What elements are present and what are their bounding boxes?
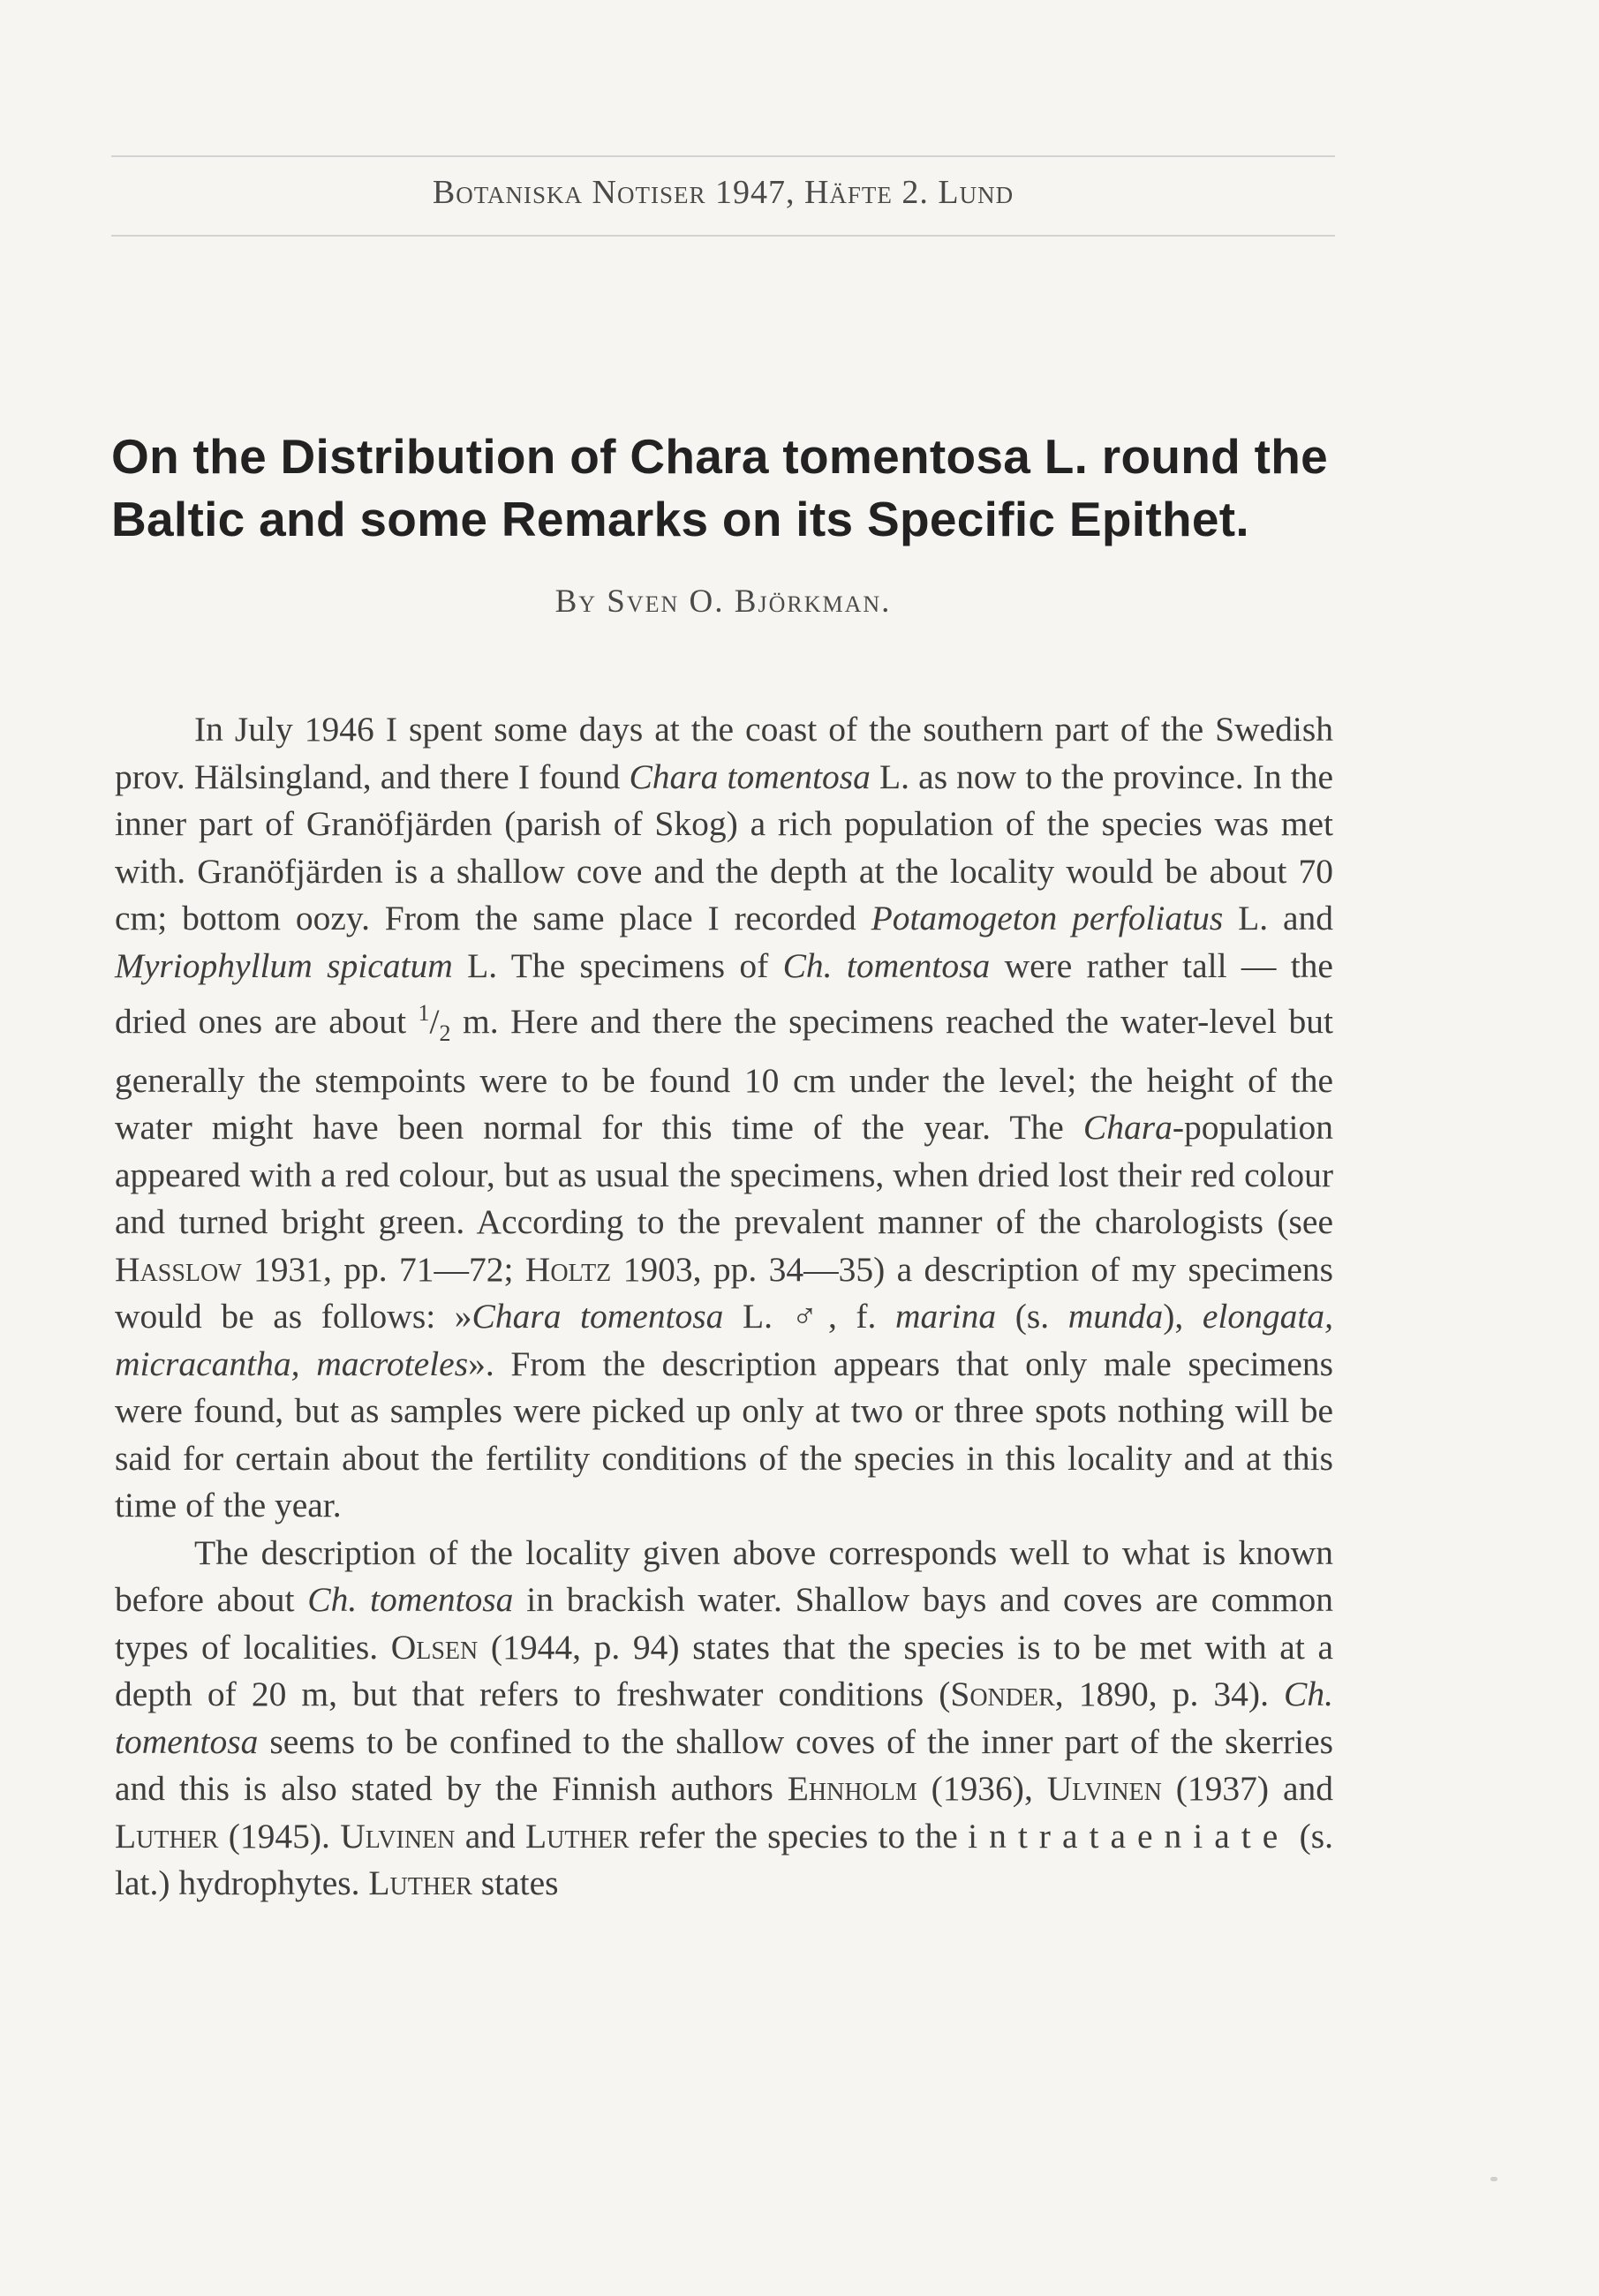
text-run: (1944, p. 94) states that the species is to be met with at a depth of 20 m, but that refers to freshwater conditions ( [115, 1627, 1333, 1714]
taxon-name: Chara tomentosa [471, 1297, 724, 1336]
taxon-name: elongata, micracantha, macroteles [115, 1297, 1333, 1383]
taxon-name: marina [895, 1297, 997, 1336]
text-run: and [455, 1816, 526, 1856]
text-run: seems to be confined to the shallow coves of the inner part of the skerries and this is also stated by the Finnish authors [115, 1721, 1333, 1809]
taxon-name: Myriophyllum spicatum [115, 945, 453, 985]
text-run: L. The specimens of [452, 945, 783, 985]
fraction-slash: / [429, 1002, 440, 1042]
text-run: 1931, pp. 71—72; [241, 1249, 525, 1289]
text-run: In July 1946 I spent some days at the coast of the southern part of the Swedish prov. Hälsingland, and there I found [115, 710, 1333, 796]
author-name: Ulvinen [1046, 1769, 1162, 1809]
article-body [115, 706, 1333, 1908]
author-name: Holtz [524, 1249, 612, 1289]
text-run: in brackish water. Shallow bays and coves are common types of localities. [115, 1580, 1333, 1667]
taxon-name: Potamogeton perfoliatus [871, 899, 1224, 937]
text-run: states [471, 1863, 559, 1903]
author-name: Luther [525, 1816, 630, 1856]
header-rule-bottom [111, 235, 1335, 237]
article-title: On the Distribution of Chara tomentosa L. round the Baltic and some Remarks on its Specific Epithet. [111, 429, 1329, 546]
taxon-name: Chara [1082, 1108, 1173, 1148]
spaced-term: intrataeniate [968, 1816, 1290, 1856]
taxon-name: Chara tomentosa [629, 757, 871, 796]
fraction-numerator: 1 [418, 1000, 430, 1026]
running-head: Botaniska Notiser 1947, Häfte 2. Lund [432, 174, 1014, 211]
header-rule-top [111, 155, 1335, 157]
author-name: Hasslow [115, 1249, 242, 1289]
text-run: L. ♂, f. [723, 1297, 896, 1336]
taxon-name: Ch. tomentosa [115, 1675, 1334, 1761]
text-run: L. as now to the province. In the inner part of Granöfjärden (parish of Skog) a rich population of the species was met with. Granöfjärden is a shallow cove and the depth at the locality would be about 70 cm; bottom oozy. From the same place I recorded [115, 757, 1333, 937]
paragraph-2 [115, 1530, 1333, 1908]
text-run: (s. lat.) hydrophytes. [115, 1816, 1333, 1903]
author-name: Ulvinen [340, 1816, 456, 1856]
paper-speck [1490, 2177, 1497, 2181]
text-run: ), [1163, 1297, 1203, 1336]
text-run: -population appeared with a red colour, but as usual the specimens, when dried lost their red colour and turned bright green. According to the prevalent manner of the charologists (see [115, 1108, 1333, 1242]
text-run: were rather tall — the dried ones are about [115, 945, 1333, 1042]
text-run: refer the species to the [629, 1816, 969, 1856]
taxon-name: Ch. tomentosa [782, 945, 991, 985]
text-run: m. Here and there the specimens reached the water-level but generally the stempoints were to be found 10 cm under the level; the height of the water might have been normal for this time of the year. The [115, 1002, 1333, 1148]
text-run: (1937) and [1161, 1769, 1333, 1809]
paragraph-1 [115, 706, 1333, 1530]
author-name: Sonder [950, 1675, 1055, 1714]
author-name: Olsen [390, 1627, 479, 1667]
text-run: The description of the locality given above corresponds well to what is known before about [115, 1532, 1333, 1620]
text-run: (1945). [218, 1816, 341, 1856]
text-run: (1936), [916, 1769, 1047, 1809]
text-run: L. and [1223, 899, 1333, 937]
text-run: (s. [996, 1297, 1068, 1336]
author-name: Ehnholm [787, 1769, 917, 1809]
taxon-name: munda [1067, 1297, 1164, 1336]
text-run: , 1890, p. 34). [1054, 1675, 1285, 1714]
author-byline: By Sven O. Björkman. [554, 583, 892, 620]
author-name: Luther [368, 1863, 472, 1903]
author-name: Luther [115, 1816, 219, 1856]
text-run: ». From the description appears that only male specimens were found, but as samples were picked up only at two or three spots nothing will be said for certain about the fertility conditions of the species in this locality and at this time of the year. [115, 1344, 1333, 1525]
fraction-denominator: 2 [439, 1020, 451, 1047]
taxon-name: Ch. tomentosa [307, 1580, 514, 1620]
text-run: 1903, pp. 34—35) a description of my specimens would be as follows: » [115, 1249, 1333, 1336]
